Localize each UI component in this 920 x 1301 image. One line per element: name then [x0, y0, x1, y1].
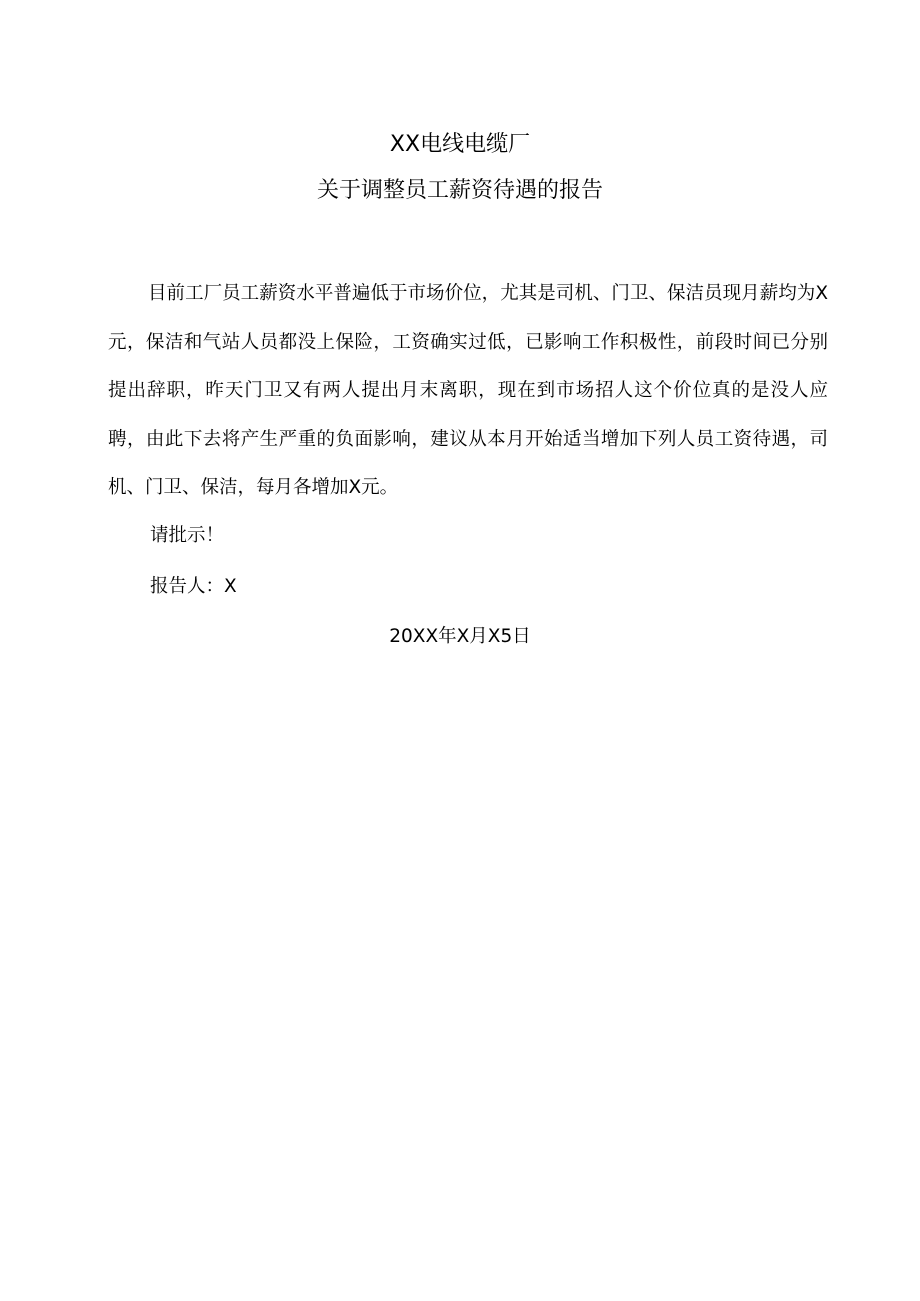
reporter-line: 报告人：X [150, 576, 237, 597]
document-title-line1: XX电线电缆厂 [389, 132, 531, 157]
document-title-line2: 关于调整员工薪资待遇的报告 [316, 178, 603, 203]
report-date: 20XX年X月X5日 [389, 626, 531, 647]
approval-request-text: 请批示！ [150, 525, 225, 546]
report-body-paragraph: 目前工厂员工薪资水平普遍低于市场价位，尤其是司机、门卫、保洁员现月薪均为X元，保洁和气站人员都没上保险，工资确实过低，已影响工作积极性，前段时间已分别提出辞职，昨天门卫又有两人提出月末离职，现在到市场招人这个价位真的是没人应聘，由此下去将产生严重的负面影响，建议从本月开始适当增加下列人员工资待遇，司机、门卫、保洁，每月各增加X元。 [108, 283, 828, 498]
